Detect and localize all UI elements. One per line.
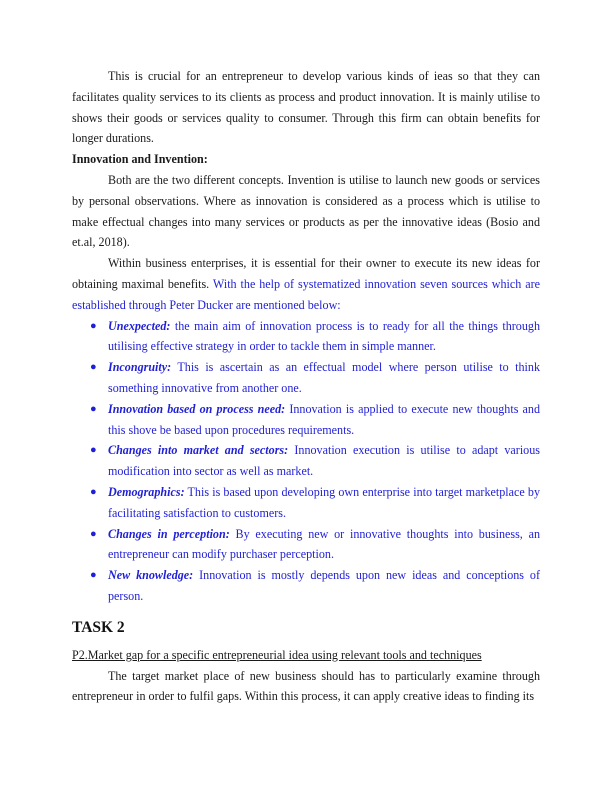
list-item-term: Incongruity: (108, 360, 172, 375)
list-item (72, 482, 540, 524)
list-item-text: the main aim of innovation process is to ready for all the things through utilising effective strategy in order to tackle them in simple manner. (108, 318, 540, 354)
document-page (72, 66, 540, 707)
list-item (72, 399, 540, 441)
list-item-term: Unexpected: (108, 318, 171, 333)
bullet-icon: ● (90, 444, 97, 457)
list-item (72, 316, 540, 358)
list-item-text: Innovation is applied to execute new thoughts and this shove be based upon procedures requirements. (108, 401, 541, 437)
list-item (72, 440, 540, 482)
bullet-icon: ● (90, 319, 97, 332)
target-market-paragraph: The target market place of new business should has to particularly examine through entrepreneur in order to fulfil gaps. Within this process, it can apply creative ideas to finding its (72, 668, 540, 704)
bullet-icon: ● (90, 569, 97, 582)
innovation-invention-paragraph: Both are the two different concepts. Invention is utilise to launch new goods or services by personal observations. Where as innovation is considered as a process which is utilise to make effectual changes into many services or products as per the innovative ideas (Bosio and et.al, 2018). (72, 172, 540, 250)
list-item-term: Demographics: (108, 484, 185, 499)
intro-paragraph: This is crucial for an entrepreneur to develop various kinds of ieas so that they can facilitates quality services to its clients as process and product innovation. It is mainly utilise to shows their goods or services quality to consumer. Through this firm can obtain benefits for longer durations. (72, 69, 540, 146)
list-item-term: Changes in perception: (108, 526, 230, 541)
paragraph-text-black: Within business enterprises, it is essential for their owner to execute its new ideas for obtaining maximal benefits. (72, 256, 540, 291)
list-item-text: This is ascertain as an effectual model where person utilise to think something innovative from another one. (108, 360, 541, 395)
bullet-icon: ● (90, 402, 97, 415)
bullet-icon: ● (90, 485, 97, 498)
list-item-text: By executing new or innovative thoughts into business, an entrepreneur can modify purchaser perception. (108, 526, 540, 562)
bullet-icon: ● (90, 361, 97, 374)
list-item (72, 357, 540, 399)
list-item-text: Innovation is mostly depends upon new ideas and conceptions of person. (108, 568, 540, 603)
list-item-text: Innovation execution is utilise to adapt various modification into sector as well as market. (108, 443, 540, 479)
business-enterprise-paragraph (72, 253, 540, 315)
paragraph-text-blue: With the help of systematized innovation seven sources which are established through Peter Ducker are mentioned below: (72, 276, 540, 312)
list-item (72, 565, 540, 607)
bullet-icon: ● (90, 527, 97, 540)
list-item-term: New knowledge: (108, 568, 194, 583)
task-heading: TASK 2 (72, 618, 125, 636)
task-subheading: P2.Market gap for a specific entrepreneurial idea using relevant tools and techniques (72, 647, 482, 662)
innovation-sources-list (72, 316, 540, 607)
list-item (72, 524, 540, 566)
list-item-term: Changes into market and sectors: (108, 443, 289, 458)
list-item-text: This is based upon developing own enterprise into target marketplace by facilitating satisfaction to customers. (108, 484, 540, 520)
section-heading-innovation-invention: Innovation and Invention: (72, 152, 208, 167)
list-item-term: Innovation based on process need: (108, 401, 286, 416)
